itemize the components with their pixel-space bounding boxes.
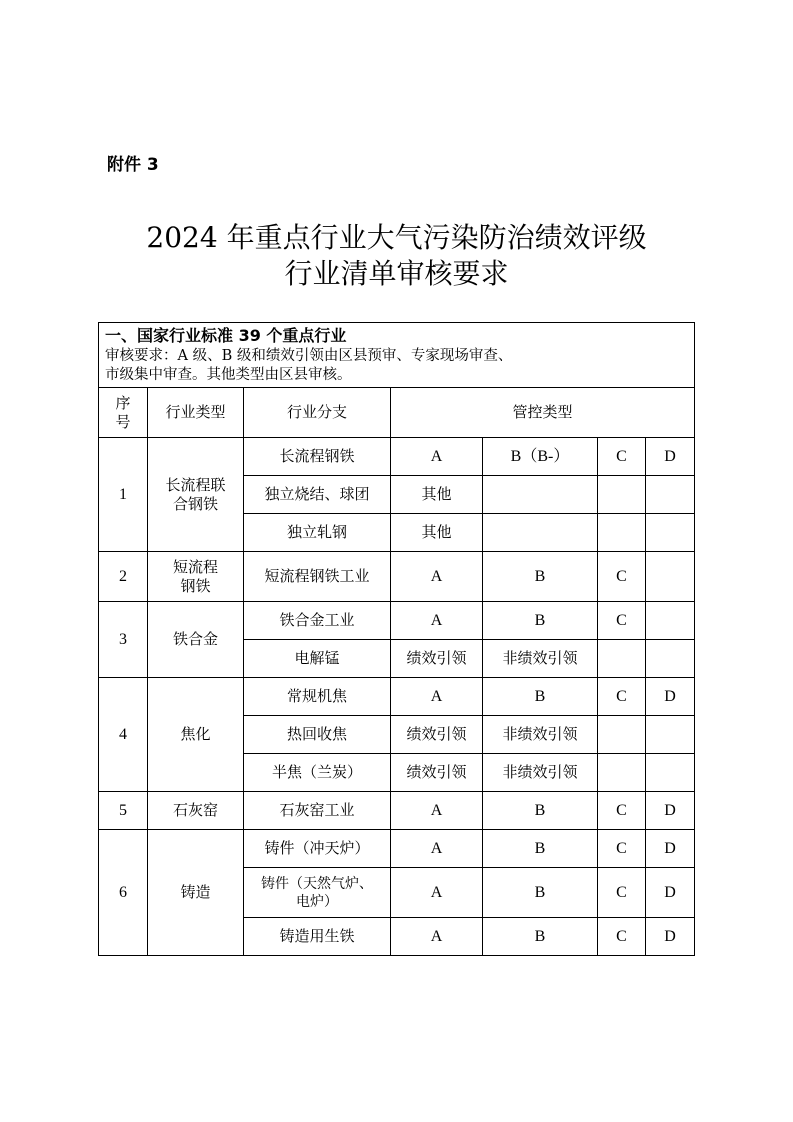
- control-cell: [483, 514, 598, 552]
- industry-branch-cell: 铸造用生铁: [244, 918, 391, 956]
- control-cell: [598, 754, 646, 792]
- section-header-cell: [99, 323, 695, 388]
- table-row: [99, 792, 695, 830]
- seq-cell: 2: [99, 552, 148, 602]
- industry-type-line1: 短流程: [172, 557, 218, 576]
- industry-branch-line1: 铸件（天然气炉、: [261, 875, 373, 892]
- seq-cell: 4: [99, 678, 148, 792]
- industry-type-cell: [148, 552, 244, 602]
- industry-type-cell: 铁合金: [148, 602, 244, 678]
- industry-branch-cell: 电解锰: [244, 640, 391, 678]
- control-cell: D: [646, 918, 695, 956]
- document-title-line2: 行业清单审核要求: [284, 257, 509, 290]
- industry-branch-cell: 铁合金工业: [244, 602, 391, 640]
- industry-branch-cell: 铸件（冲天炉）: [244, 830, 391, 868]
- industry-branch-cell: 热回收焦: [244, 716, 391, 754]
- table-row: [99, 830, 695, 868]
- control-cell: C: [598, 868, 646, 918]
- industry-type-line1: 长流程联: [165, 475, 226, 494]
- control-cell: 非绩效引领: [483, 754, 598, 792]
- industry-type-cell: 焦化: [148, 678, 244, 792]
- review-requirement-line1: 审核要求：A 级、B 级和绩效引领由区县预审、专家现场审查、: [105, 348, 513, 364]
- control-cell: B: [483, 918, 598, 956]
- control-cell: 绩效引领: [391, 754, 483, 792]
- control-cell: [646, 552, 695, 602]
- industry-branch-cell: 短流程钢铁工业: [244, 552, 391, 602]
- control-cell: [646, 602, 695, 640]
- control-cell: A: [391, 602, 483, 640]
- control-cell: [598, 716, 646, 754]
- table-row: [99, 678, 695, 716]
- control-cell: C: [598, 438, 646, 476]
- control-cell: D: [646, 868, 695, 918]
- industry-branch-cell: 石灰窑工业: [244, 792, 391, 830]
- seq-cell: 6: [99, 830, 148, 956]
- industry-branch-cell: [244, 868, 391, 918]
- seq-cell: 5: [99, 792, 148, 830]
- control-cell: [598, 514, 646, 552]
- industry-branch-line2: 电炉）: [296, 893, 338, 910]
- control-cell: B: [483, 552, 598, 602]
- control-cell: 绩效引领: [391, 716, 483, 754]
- table-row: [99, 602, 695, 640]
- industry-branch-cell: 独立烧结、球团: [244, 476, 391, 514]
- control-cell: A: [391, 438, 483, 476]
- seq-header-line2: 号: [115, 412, 131, 431]
- seq-cell: 1: [99, 438, 148, 552]
- column-header-row: [99, 388, 695, 438]
- control-cell: [646, 640, 695, 678]
- control-cell: A: [391, 918, 483, 956]
- control-cell: B: [483, 792, 598, 830]
- control-cell: D: [646, 830, 695, 868]
- control-cell: C: [598, 552, 646, 602]
- control-cell: C: [598, 830, 646, 868]
- industry-branch-cell: 独立轧钢: [244, 514, 391, 552]
- attachment-label: 附件 3: [107, 155, 159, 175]
- column-header-industry-branch: 行业分支: [244, 388, 391, 438]
- section-heading: 一、国家行业标准 39 个重点行业: [105, 326, 347, 345]
- table-row: [99, 552, 695, 602]
- seq-header-line1: 序: [115, 393, 131, 412]
- control-cell: A: [391, 830, 483, 868]
- control-cell: 其他: [391, 514, 483, 552]
- control-cell: A: [391, 792, 483, 830]
- control-cell: A: [391, 868, 483, 918]
- industry-branch-cell: 半焦（兰炭）: [244, 754, 391, 792]
- control-cell: 绩效引领: [391, 640, 483, 678]
- control-cell: C: [598, 602, 646, 640]
- column-header-industry-type: 行业类型: [148, 388, 244, 438]
- control-cell: D: [646, 792, 695, 830]
- control-cell: C: [598, 678, 646, 716]
- control-cell: B: [483, 602, 598, 640]
- control-cell: B（B-）: [483, 438, 598, 476]
- industry-type-cell: 铸造: [148, 830, 244, 956]
- control-cell: B: [483, 678, 598, 716]
- control-cell: 其他: [391, 476, 483, 514]
- industry-branch-cell: 长流程钢铁: [244, 438, 391, 476]
- control-cell: [646, 716, 695, 754]
- table-row: [99, 438, 695, 476]
- control-cell: 非绩效引领: [483, 640, 598, 678]
- control-cell: A: [391, 678, 483, 716]
- control-cell: A: [391, 552, 483, 602]
- control-cell: B: [483, 830, 598, 868]
- industry-type-line2: 钢铁: [180, 576, 211, 595]
- industry-review-table: [98, 322, 695, 956]
- industry-type-cell: [148, 438, 244, 552]
- control-cell: C: [598, 918, 646, 956]
- industry-branch-cell: 常规机焦: [244, 678, 391, 716]
- control-cell: [646, 514, 695, 552]
- control-cell: D: [646, 678, 695, 716]
- control-cell: [483, 476, 598, 514]
- column-header-seq: [99, 388, 148, 438]
- seq-cell: 3: [99, 602, 148, 678]
- control-cell: [646, 476, 695, 514]
- section-header-row: [99, 323, 695, 388]
- control-cell: B: [483, 868, 598, 918]
- control-cell: [598, 476, 646, 514]
- industry-type-line2: 合钢铁: [172, 494, 218, 513]
- control-cell: D: [646, 438, 695, 476]
- control-cell: [646, 754, 695, 792]
- control-cell: [598, 640, 646, 678]
- document-title-line1: 2024 年重点行业大气污染防治绩效评级: [146, 221, 647, 254]
- review-requirement-line2: 市级集中审查。其他类型由区县审核。: [105, 367, 352, 383]
- control-cell: C: [598, 792, 646, 830]
- control-cell: 非绩效引领: [483, 716, 598, 754]
- column-header-control-type: 管控类型: [391, 388, 695, 438]
- industry-type-cell: 石灰窑: [148, 792, 244, 830]
